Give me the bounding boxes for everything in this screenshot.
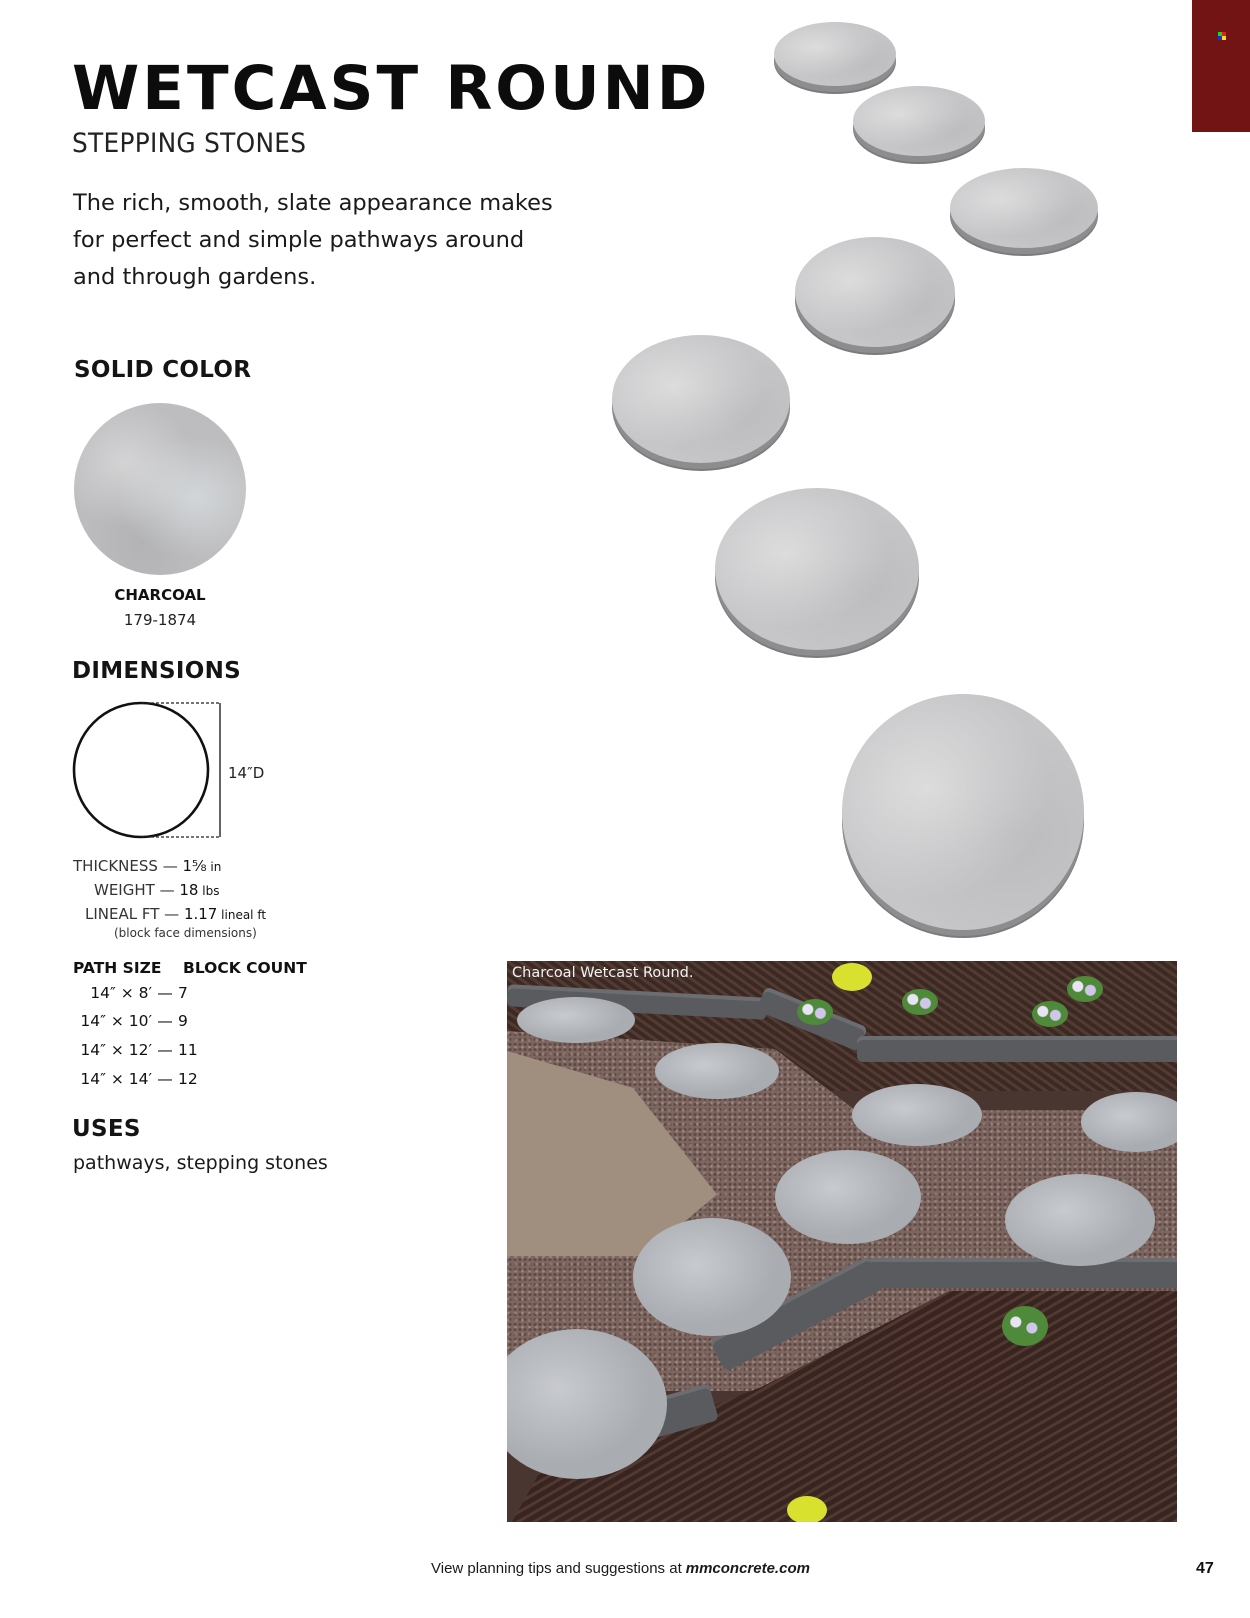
path-table-row — [73, 984, 188, 1002]
stepping-stone-image — [950, 168, 1098, 248]
path-table-row — [73, 1012, 188, 1030]
stepping-stone-image — [774, 22, 896, 86]
path-size: 14″ × 10′ — [80, 1012, 152, 1030]
spec-weight — [94, 883, 219, 898]
section-tab — [1192, 0, 1250, 132]
solid-color-heading: SOLID COLOR — [74, 357, 252, 383]
spec-label: WEIGHT — [94, 881, 155, 899]
round-dimension-diagram-icon — [70, 700, 230, 840]
stepping-stone-image — [612, 335, 790, 463]
diameter-label: 14″D — [228, 764, 265, 782]
swatch-name: CHARCOAL — [114, 586, 206, 604]
spec-label: LINEAL FT — [85, 905, 160, 923]
swatch-code: 179-1874 — [123, 611, 197, 629]
stepping-stone-image — [795, 237, 955, 347]
spec-thickness — [73, 859, 221, 874]
spec-unit: in — [206, 860, 222, 874]
stepping-stone-image — [715, 488, 919, 650]
page-subtitle: STEPPING STONES — [72, 128, 307, 159]
dimensions-note: (block face dimensions) — [114, 926, 257, 940]
row-dash: — — [157, 1070, 173, 1088]
photo-caption: Charcoal Wetcast Round. — [512, 965, 694, 981]
spec-value: 1.17 — [183, 905, 218, 923]
uses-text: pathways, stepping stones — [73, 1152, 328, 1174]
website-link[interactable]: mmconcrete.com — [685, 1560, 810, 1577]
block-count: 11 — [178, 1041, 198, 1059]
spec-unit: lbs — [198, 884, 220, 898]
spec-separator: — — [159, 905, 184, 923]
spec-separator: — — [154, 881, 180, 899]
uses-heading: USES — [72, 1116, 141, 1142]
block-count: 12 — [178, 1070, 198, 1088]
path-size: 14″ × 12′ — [80, 1041, 152, 1059]
charcoal-color-swatch — [74, 403, 246, 575]
brand-logo-icon — [1218, 32, 1226, 40]
path-table-row — [73, 1041, 198, 1059]
footer-message: View planning tips and suggestions at — [431, 1560, 682, 1577]
block-count: 7 — [178, 984, 188, 1002]
path-table-row — [73, 1070, 198, 1088]
spec-value: 1⅝ — [182, 857, 207, 875]
spec-value: 18 — [179, 881, 199, 899]
footer-text — [431, 1560, 810, 1577]
path-size: 14″ × 8′ — [90, 984, 152, 1002]
page-title: WETCAST ROUND — [72, 53, 711, 124]
row-dash: — — [157, 1041, 173, 1059]
spec-lineal-ft — [85, 907, 266, 922]
spec-label: THICKNESS — [73, 857, 158, 875]
stepping-stone-image — [842, 694, 1084, 930]
block-count-header: BLOCK COUNT — [183, 959, 307, 977]
spec-unit: lineal ft — [217, 908, 267, 922]
product-description: The rich, smooth, slate appearance makes for perfect and simple pathways around and through gardens. — [73, 190, 553, 290]
block-count: 9 — [178, 1012, 188, 1030]
stepping-stone-image — [853, 86, 985, 156]
path-size-header: PATH SIZE — [73, 959, 162, 977]
installation-photo — [507, 961, 1177, 1522]
page-number: 47 — [1196, 1560, 1214, 1577]
spec-separator: — — [157, 857, 183, 875]
dimensions-heading: DIMENSIONS — [72, 658, 241, 684]
row-dash: — — [157, 984, 173, 1002]
row-dash: — — [157, 1012, 173, 1030]
path-size: 14″ × 14′ — [80, 1070, 152, 1088]
